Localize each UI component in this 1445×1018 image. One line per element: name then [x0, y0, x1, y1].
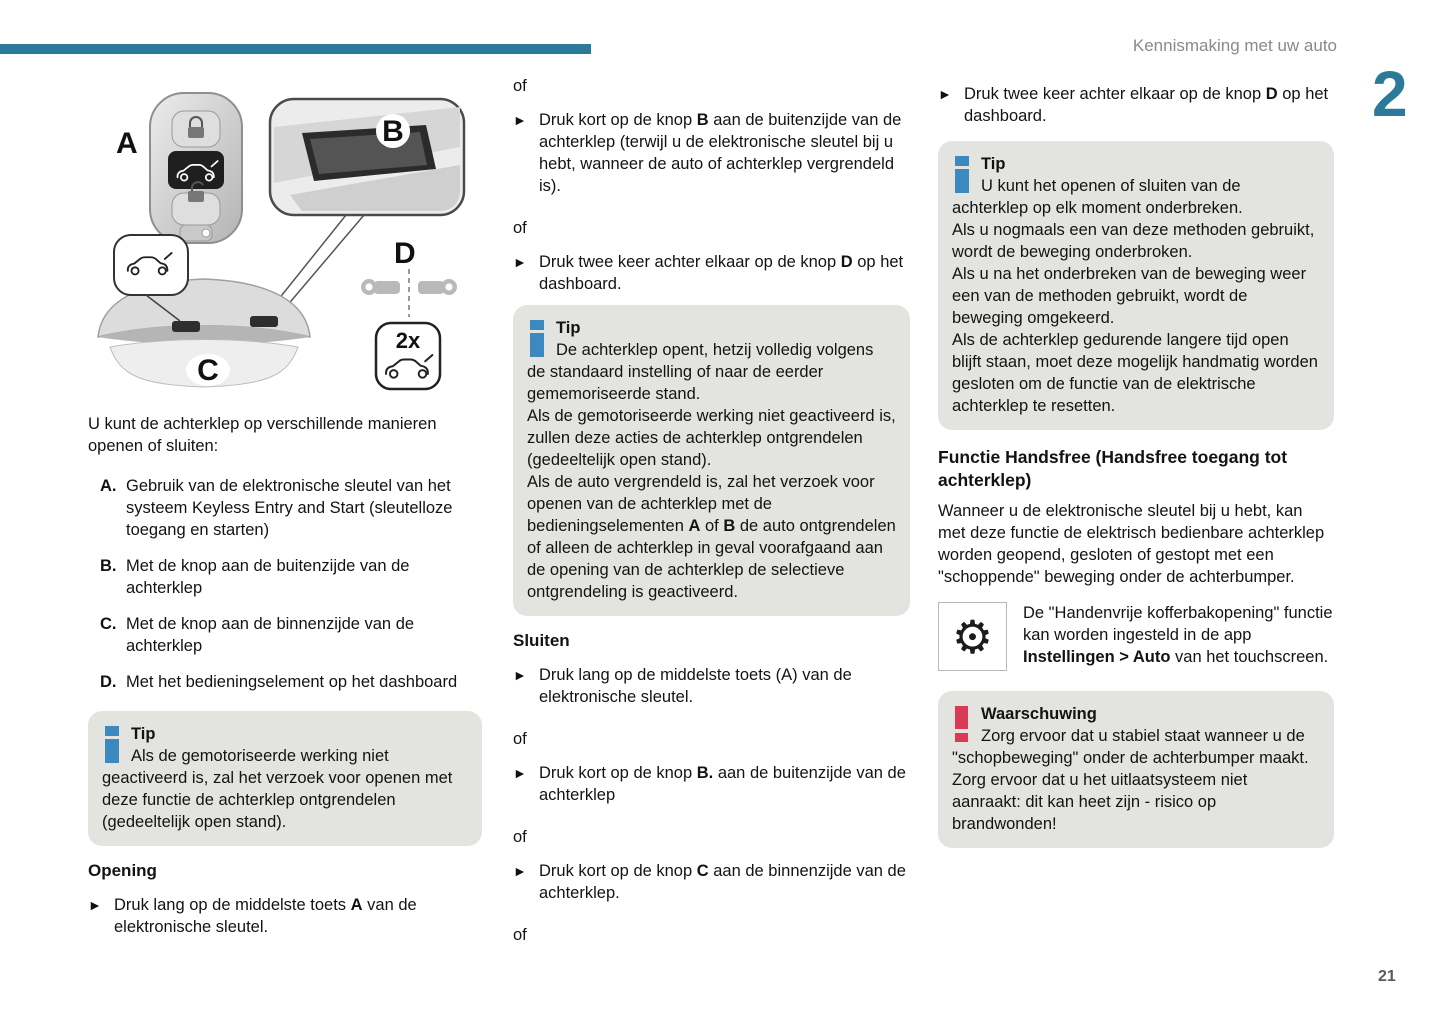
callout-bubble [114, 235, 188, 295]
warning-icon [955, 706, 968, 743]
gear-icon-box [938, 602, 1007, 671]
arrow-bullet-icon: ► [513, 667, 527, 683]
chapter-number: 2 [1372, 58, 1408, 130]
tip-text: Als u nogmaals een van deze methoden gebruikt, wordt de beweging onderbroken. [952, 221, 1315, 261]
label-c: C [197, 354, 219, 387]
column-right [938, 75, 1334, 848]
instruction-item [938, 83, 1334, 127]
tailgate-controls-illustration [88, 85, 482, 403]
settings-note [938, 602, 1334, 671]
list-item-b [88, 555, 482, 599]
tip-title: Tip [981, 155, 1006, 173]
instruction-item [88, 894, 482, 938]
tip-text: U kunt het openen of sluiten van de achterklep op elk moment onderbreken. [952, 177, 1243, 217]
list-text: Met de knop aan de buitenzijde van de achterklep [126, 557, 410, 597]
label-a: A [116, 127, 138, 160]
tailgate-illustration [98, 235, 310, 387]
or-label: of [513, 730, 527, 748]
inside-tailgate-button-right [250, 316, 278, 327]
column-left [88, 85, 482, 938]
arrow-bullet-icon: ► [513, 254, 527, 270]
instruction-text: Druk kort op de knop C aan de binnenzijde van de achterklep. [539, 862, 906, 902]
press-twice-label: 2x [395, 328, 421, 353]
label-b: B [382, 115, 404, 148]
opening-heading: Opening [88, 861, 157, 880]
dashboard-control-illustration [361, 237, 457, 389]
key-fob-illustration [116, 93, 242, 243]
page-number: 21 [1378, 968, 1396, 985]
instruction-text: Druk lang op de middelste toets A van de elektronische sleutel. [114, 896, 417, 936]
arrow-bullet-icon: ► [938, 86, 952, 102]
warning-box [938, 691, 1334, 848]
or-label: of [513, 926, 527, 944]
list-item-a [88, 475, 482, 541]
tip-text: De achterklep opent, hetzij volledig volgens de standaard instelling of naar de eerder gememoriseerde stand. [527, 341, 874, 403]
running-header: Kennismaking met uw auto [1132, 36, 1337, 55]
arrow-bullet-icon: ► [88, 897, 102, 913]
instruction-item [513, 762, 910, 806]
instruction-item [513, 860, 910, 904]
instruction-item [513, 251, 910, 295]
list-text: Met de knop aan de binnenzijde van de achterklep [126, 615, 415, 655]
column-middle [513, 75, 910, 946]
list-item-d [88, 671, 482, 693]
or-label: of [513, 219, 527, 237]
tip-box [88, 711, 482, 846]
methods-list [88, 475, 482, 693]
intro-paragraph: U kunt de achterklep op verschillende manieren openen of sluiten: [88, 415, 437, 455]
list-letter: D. [100, 673, 117, 691]
or-label: of [513, 77, 527, 95]
gear-icon: ⚙ [951, 610, 994, 663]
tip-text: Als de achterklep gedurende langere tijd open blijft staan, moet deze mogelijk handmatig worden gesloten om de functie van de elektrische achterklep te resetten. [952, 331, 1318, 415]
arrow-bullet-icon: ► [513, 765, 527, 781]
warning-text: Zorg ervoor dat u stabiel staat wanneer u de "schopbeweging" onder de achterbumper maakt. [952, 727, 1309, 767]
settings-note-text: De "Handenvrije kofferbakopening" functie kan worden ingesteld in de app Instellingen > Auto van het touchscreen. [1023, 604, 1333, 666]
list-letter: B. [100, 557, 117, 575]
warning-title: Waarschuwing [981, 705, 1097, 723]
list-letter: C. [100, 615, 117, 633]
arrow-bullet-icon: ► [513, 863, 527, 879]
label-d: D [394, 237, 416, 270]
info-icon [530, 320, 544, 357]
sluiten-heading: Sluiten [513, 631, 570, 650]
tip-text: Als de auto vergrendeld is, zal het verzoek voor openen van de achterklep met de bedieningselementen A of B de auto ontgrendelen of alleen de achterklep in geval voorafgaand aan de opening van de achterklep de selectieve ontgrendeling is geactiveerd. [527, 473, 896, 601]
chapter-accent-bar [0, 44, 591, 54]
info-icon [955, 156, 969, 193]
warning-text: Zorg ervoor dat u het uitlaatsysteem niet aanraakt: dit kan heet zijn - risico op brandwonden! [952, 771, 1248, 833]
tip-title: Tip [131, 725, 156, 743]
instruction-item [513, 109, 910, 197]
tip-text: Als u na het onderbreken van de beweging weer een van de methoden gebruikt, wordt de beweging omgekeerd. [952, 265, 1307, 327]
tip-text: Als de gemotoriseerde werking niet geactiveerd is, zullen deze acties de achterklep ontgrendelen (gedeeltelijk open stand). [527, 407, 896, 469]
info-icon [105, 726, 119, 763]
instruction-text: Druk lang op de middelste toets (A) van de elektronische sleutel. [539, 666, 852, 706]
handsfree-paragraph: Wanneer u de elektronische sleutel bij u hebt, kan met deze functie de elektrisch bedienbare achterklep worden geopend, gesloten of gestopt met een "schoppende" beweging onder de achterbumper. [938, 502, 1325, 586]
list-item-c [88, 613, 482, 657]
instruction-text: Druk twee keer achter elkaar op de knop D op het dashboard. [964, 85, 1329, 125]
list-text: Gebruik van de elektronische sleutel van het systeem Keyless Entry and Start (sleutelloze toegang en starten) [126, 477, 453, 539]
tip-box [938, 141, 1334, 430]
tip-text: Als de gemotoriseerde werking niet geactiveerd is, zal het verzoek voor openen met deze functie de achterklep ontgrendelen (gedeeltelijk open stand). [102, 747, 453, 831]
list-letter: A. [100, 477, 117, 495]
instruction-text: Druk kort op de knop B aan de buitenzijde van de achterklep (terwijl u de elektronische sleutel bij u hebt, wanneer de auto of achterklep vergrendeld is). [539, 111, 902, 195]
instruction-text: Druk twee keer achter elkaar op de knop D op het dashboard. [539, 253, 904, 293]
arrow-bullet-icon: ► [513, 112, 527, 128]
list-text: Met het bedieningselement op het dashboard [126, 673, 458, 691]
handsfree-heading: Functie Handsfree (Handsfree toegang tot achterklep) [938, 447, 1288, 490]
instruction-item [513, 664, 910, 708]
tip-title: Tip [556, 319, 581, 337]
inside-tailgate-button-left [172, 321, 200, 332]
or-label: of [513, 828, 527, 846]
tip-box [513, 305, 910, 616]
instruction-text: Druk kort op de knop B. aan de buitenzijde van de achterklep [539, 764, 906, 804]
